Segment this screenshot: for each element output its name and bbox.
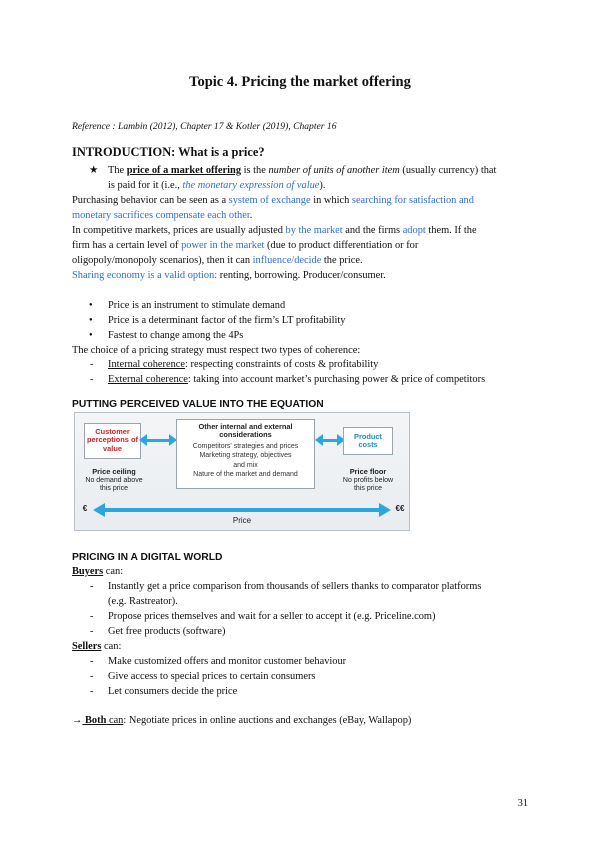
intro-heading: INTRODUCTION: What is a price?	[72, 145, 265, 159]
star-icon: ★	[89, 165, 99, 176]
price-floor-label: Price floor No profits below this price	[342, 467, 394, 492]
price-term: price of a market offering	[126, 165, 242, 176]
purchase-paragraph: Purchasing behavior can be seen as a system of exchange in which searching for satisfaction and monetary sacrifices compensate each other.	[72, 195, 474, 221]
both-line: → Both can: Negotiate prices in online auctions and exchanges (eBay, Wallapop)	[72, 715, 412, 726]
axis-right-head-icon	[379, 503, 391, 517]
pricing-diagram	[74, 412, 410, 531]
bullet-icon: ●	[89, 302, 93, 308]
customer-value-box: Customer perceptions of value	[84, 423, 141, 459]
axis-left-head-icon	[93, 503, 105, 517]
product-costs-box: Product costs	[343, 427, 393, 455]
low-price-symbol: €	[82, 504, 88, 513]
digital-heading: PRICING IN A DIGITAL WORLD	[72, 552, 223, 563]
bullet-icon: ●	[89, 317, 93, 323]
page-number: 31	[517, 798, 528, 809]
arrow-left-head-icon	[139, 434, 147, 446]
reference-line: Reference : Lambin (2012), Chapter 17 & Kotler (2019), Chapter 16	[72, 121, 337, 132]
competitive-paragraph: In competitive markets, prices are usually adjusted by the market and the firms adopt them. If the firm has a certain level of power in the market (due to product differentiation or for oligopoly/monopoly scenarios), then it can influence/decide the price.	[72, 225, 477, 266]
price-ceiling-label: Price ceiling No demand above this price	[85, 467, 143, 492]
coherence-intro: The choice of a pricing strategy must respect two types of coherence:	[72, 345, 361, 356]
bullet-icon: ●	[89, 332, 93, 338]
page-title: Topic 4. Pricing the market offering	[189, 74, 411, 90]
considerations-box: Other internal and external considerations Competitors' strategies and prices Marketing strategy, objectives and mix Nature of the market and demand	[176, 419, 315, 489]
buyers-label-line: Buyers can:	[72, 566, 124, 577]
price-axis-label: Price	[232, 516, 252, 525]
sellers-label-line: Sellers can:	[72, 641, 122, 652]
sharing-economy-line: Sharing economy is a valid option: renting, borrowing. Producer/consumer.	[72, 270, 386, 281]
high-price-symbol: €€	[395, 504, 405, 513]
price-axis-arrow	[103, 508, 381, 512]
list-item-cont: (e.g. Rastreator).	[108, 596, 178, 607]
value-heading: PUTTING PERCEIVED VALUE INTO THE EQUATION	[72, 399, 324, 410]
right-arrow-icon: →	[72, 715, 83, 726]
price-definition-cont: is paid for it (i.e., the monetary expression of value).	[108, 180, 326, 191]
arrow-left-head-icon	[315, 434, 323, 446]
left-arrow-connector	[143, 439, 171, 442]
